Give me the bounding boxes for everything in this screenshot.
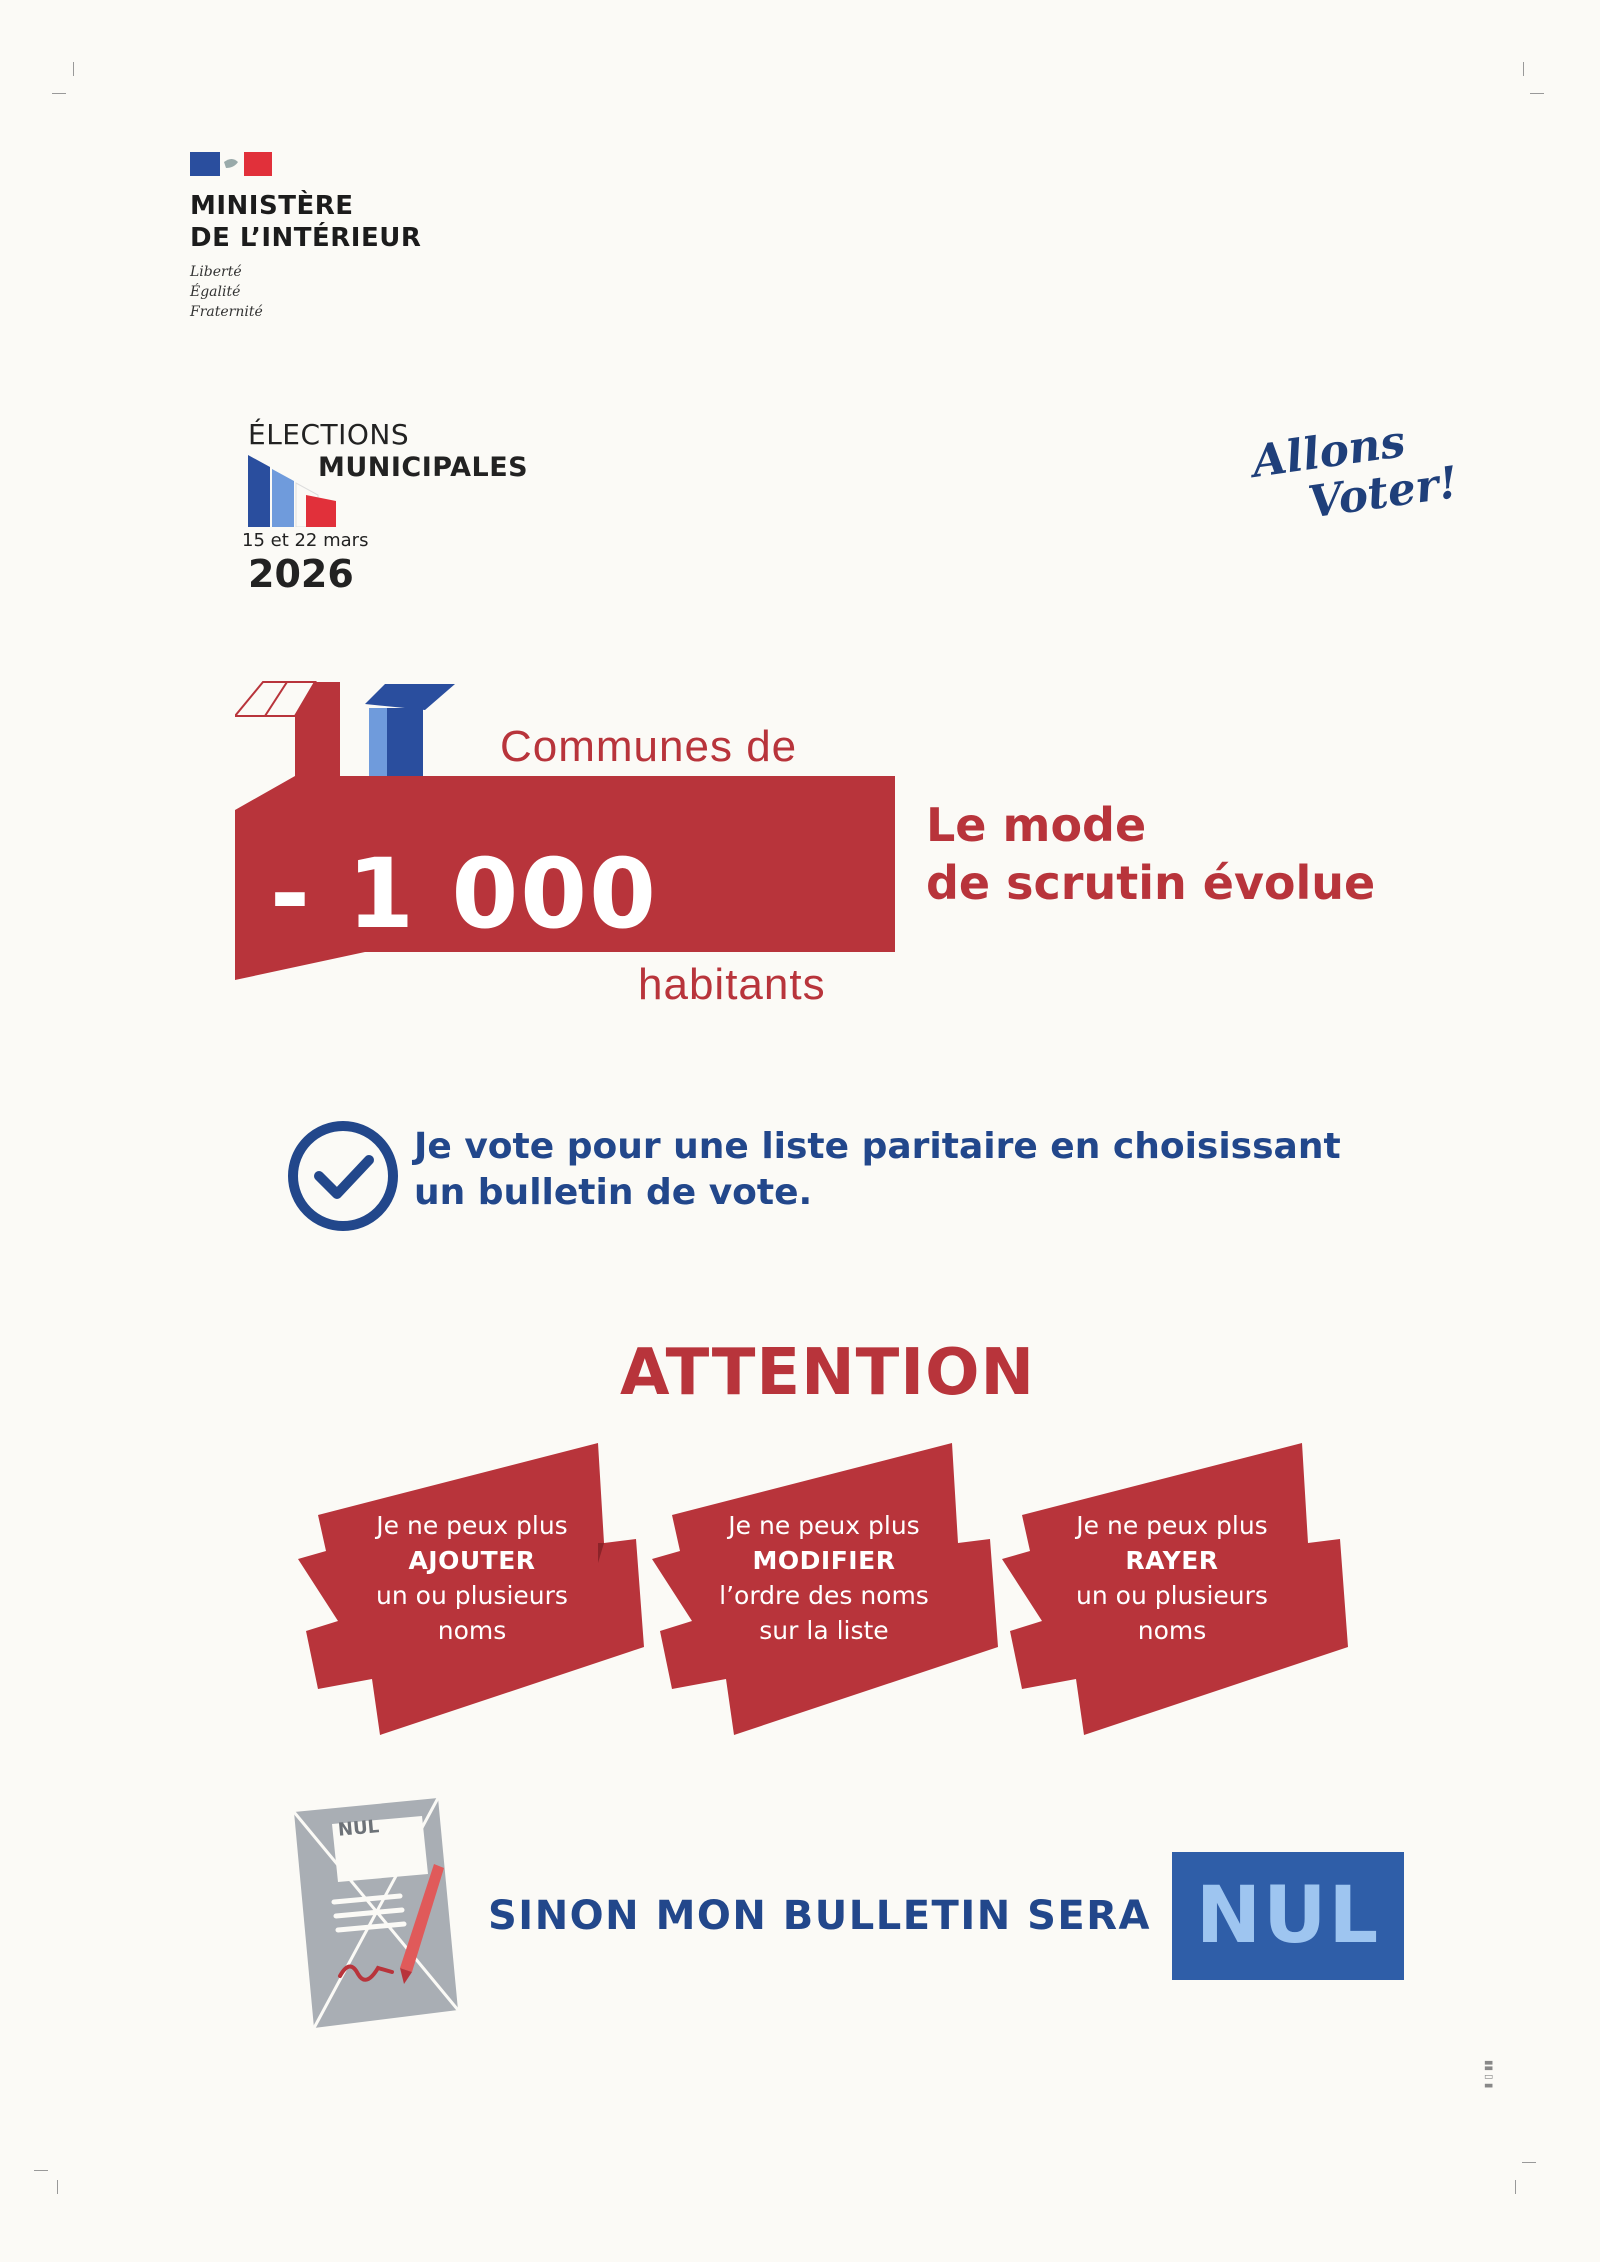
marianne-logo-icon — [190, 150, 272, 178]
motto-egalite: Égalité — [190, 284, 241, 300]
check-circle-icon — [285, 1118, 401, 1234]
banner-rayer-keyword: RAYER — [1125, 1546, 1219, 1575]
ministry-title-line2: DE L’INTÉRIEUR — [190, 223, 422, 253]
ministry-motto — [190, 262, 263, 322]
side-print-mark: ▮▮ ▯ ▮ — [1483, 2060, 1494, 2089]
banner-rayer-line4: noms — [1137, 1616, 1207, 1645]
vote-line2: un bulletin de vote. — [414, 1172, 813, 1213]
allons-voter-slogan — [1249, 412, 1461, 535]
banner-rayer-line1: Je ne peux plus — [1076, 1511, 1268, 1540]
vote-statement — [414, 1124, 1374, 1216]
elections-year: 2026 — [248, 552, 354, 596]
motto-fraternite: Fraternité — [190, 304, 263, 320]
banner-modifier — [674, 1508, 974, 1648]
ministry-title-line1: MINISTÈRE — [190, 191, 354, 221]
elections-title: ÉLECTIONS — [248, 418, 410, 451]
vote-line1: Je vote pour une liste paritaire en choisissant — [414, 1126, 1341, 1167]
communes-label: Communes de — [500, 722, 798, 771]
crop-mark-tr-h — [1530, 93, 1544, 94]
slogan-line1: Allons — [1249, 416, 1409, 488]
banner-ajouter-line1: Je ne peux plus — [376, 1511, 568, 1540]
ministry-title — [190, 190, 421, 254]
crop-mark-bl-h — [34, 2170, 48, 2171]
crop-mark-tl-h — [52, 93, 66, 94]
population-threshold: - 1 000 — [270, 838, 658, 950]
banner-ajouter-line3: un ou plusieurs — [376, 1581, 568, 1610]
mode-line2: de scrutin évolue — [926, 856, 1376, 910]
crop-mark-br-v — [1515, 2180, 1516, 2194]
crop-mark-bl-v — [57, 2180, 58, 2194]
banner-modifier-keyword: MODIFIER — [752, 1546, 896, 1575]
elections-dates: 15 et 22 mars — [242, 530, 369, 551]
nul-badge-text: NUL — [1195, 1871, 1381, 1961]
habitants-label: habitants — [638, 960, 826, 1009]
slogan-line2: Voter! — [1305, 457, 1462, 529]
motto-liberte: Liberté — [190, 264, 242, 280]
mode-line1: Le mode — [926, 798, 1147, 852]
sinon-statement: SINON MON BULLETIN SERA — [488, 1893, 1152, 1939]
crop-mark-tr-v — [1523, 62, 1524, 76]
ballot-nul-label: NUL — [337, 1816, 380, 1841]
attention-heading: ATTENTION — [620, 1336, 1036, 1410]
banner-ajouter-line4: noms — [437, 1616, 507, 1645]
banner-ajouter-keyword: AJOUTER — [408, 1546, 536, 1575]
crop-mark-tl-v — [73, 62, 74, 76]
banner-rayer — [1022, 1508, 1322, 1648]
banner-modifier-line3: l’ordre des noms — [719, 1581, 929, 1610]
mode-scrutin-heading — [926, 796, 1375, 912]
banner-rayer-line3: un ou plusieurs — [1076, 1581, 1268, 1610]
elections-subtitle: MUNICIPALES — [318, 452, 529, 483]
banner-modifier-line4: sur la liste — [759, 1616, 889, 1645]
null-ballot-icon — [288, 1798, 478, 2036]
banner-ajouter — [322, 1508, 622, 1648]
banner-modifier-line1: Je ne peux plus — [728, 1511, 920, 1540]
crop-mark-br-h — [1522, 2162, 1536, 2163]
